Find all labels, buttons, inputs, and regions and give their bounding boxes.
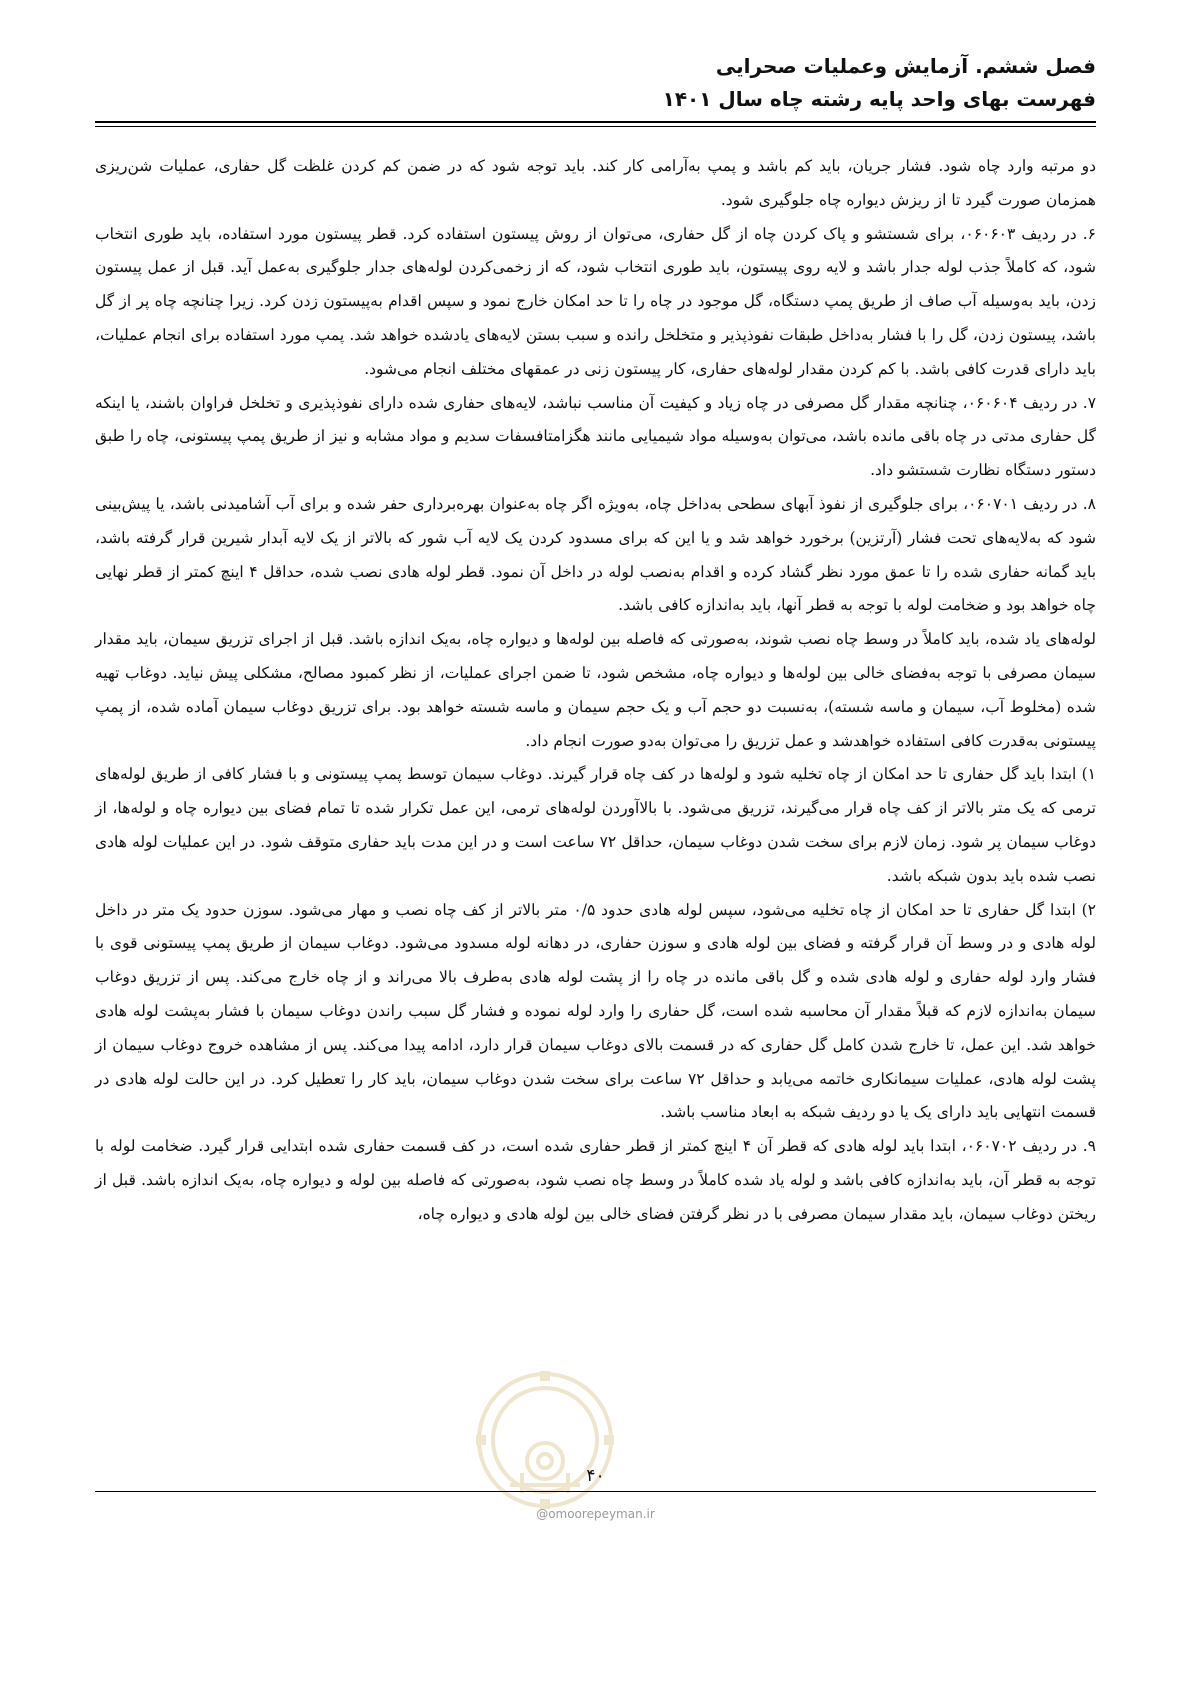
paragraph: ۱) ابتدا باید گل حفاری تا حد امکان از چاه تخلیه شود و لوله‌ها در کف چاه قرار گیرند. دوغاب سیمان توسط پمپ پیستونی و با فشار کافی از طریق لوله‌های ترمی که یک متر بالاتر از کف چاه قرار می‌گیرند، تزریق می‌شود. با بالاآوردن لوله‌های ترمی، این عمل تکرار شده تا تمام فضای بین دیواره چاه و لوله‌ها، از دوغاب سیمان پر شود. زمان لازم برای سخت شدن دوغاب سیمان، حداقل ۷۲ ساعت است و در این مدت باید حفاری متوقف شود. در این عملیات لوله هادی نصب شده باید بدون شبکه باشد.: [95, 765, 1096, 885]
paragraph: دو مرتبه وارد چاه شود. فشار جریان، باید کم باشد و پمپ به‌آرامی کار کند. باید توجه شود که در ضمن کم کردن غلظت گل حفاری، عملیات شن‌ریزی همزمان صورت گیرد تا از ریزش دیواره چاه جلوگیری شود.: [95, 157, 1096, 209]
page-number: ۴۰: [586, 1466, 605, 1486]
paragraph: ۹. در ردیف ۰۶۰۷۰۲، ابتدا باید لوله هادی که قطر آن ۴ اینچ کمتر از قطر حفاری شده است، در کف قسمت حفاری شده ابتدایی قرار گیرد. ضخامت لوله با توجه به قطر آن، باید به‌اندازه کافی باشد و لوله یاد شده کاملاً در وسط چاه نصب شود، به‌صورتی که فاصله بین لوله و دیواره چاه، به‌یک اندازه باشد. قبل از ریختن دوغاب سیمان، باید مقدار سیمان مصرفی با در نظر گرفتن فضای خالی بین لوله هادی و دیواره چاه،: [95, 1137, 1096, 1223]
paragraph: لوله‌های یاد شده، باید کاملاً در وسط چاه نصب شوند، به‌صورتی که فاصله بین لوله‌ها و دیواره چاه، به‌یک اندازه باشد. قبل از اجرای تزریق سیمان، باید مقدار سیمان مصرفی با توجه به‌فضای خالی بین لوله‌ها و دیواره چاه، مشخص شود، تا ضمن اجرای عملیات، از نظر کمبود مصالح، مشکلی پیش نیاید. دوغاب تهیه شده (مخلوط آب، سیمان و ماسه شسته)، به‌نسبت دو حجم آب و یک حجم سیمان و ماسه شسته خواهد بود. برای تزریق دوغاب سیمان آماده شده، از پمپ پیستونی به‌قدرت کافی استفاده خواهدشد و عمل تزریق را می‌توان به‌دو صورت انجام داد.: [95, 630, 1096, 750]
website-link[interactable]: @omoorepeyman.ir: [536, 1507, 655, 1521]
body-text: [95, 150, 1096, 1232]
paragraph: ۶. در ردیف ۰۶۰۶۰۳، برای شستشو و پاک کردن چاه از گل حفاری، می‌توان از روش پیستون استفاده کرد. قطر پیستون مورد استفاده، باید طوری انتخاب شود، که کاملاً جذب لوله جدار باشد و لایه روی پیستون، باید طوری انتخاب شود، که از زخمی‌کردن لوله‌های جدار جلوگیری به‌عمل آید. قبل از عمل پیستون زدن، باید به‌وسیله آب صاف از طریق پمپ دستگاه، گل موجود در چاه را تا حد امکان خارج نمود و سپس اقدام به‌پیستون زدن کرد. زیرا چنانچه چاه پر از گل باشد، پیستون زدن، گل را با فشار به‌داخل طبقات نفوذپذیر و متخلخل رانده و سبب بستن لایه‌های یادشده خواهد شد. پمپ مورد استفاده برای انجام عملیات، باید دارای قدرت کافی باشد. با کم کردن مقدار لوله‌های حفاری، کار پیستون زنی در عمقهای مختلف انجام می‌شود.: [95, 224, 1096, 378]
header-rule-thick: [95, 121, 1096, 123]
paragraph: ۲) ابتدا گل حفاری تا حد امکان از چاه تخلیه می‌شود، سپس لوله هادی حدود ۰/۵ متر بالاتر از کف چاه نصب و مهار می‌شود. سوزن حدود یک متر در داخل لوله هادی و در وسط آن قرار گرفته و فضای بین لوله هادی و سوزن حفاری، در دهانه لوله مسدود می‌شود. دوغاب سیمان از طریق پمپ پیستونی قوی با فشار وارد لوله حفاری و لوله هادی شده و گل باقی مانده در چاه را از پشت لوله هادی به‌طرف بالا می‌راند و از چاه خارج می‌کند. پس از تزریق دوغاب سیمان به‌اندازه لازم که قبلاً مقدار آن محاسبه شده است، گل حفاری را وارد لوله نموده و فشار گل سبب راندن دوغاب سیمان با فشار به‌پشت لوله هادی خواهد شد. این عمل، تا خارج شدن کامل گل حفاری که در قسمت بالای دوغاب سیمان قرار دارد، ادامه پیدا می‌کند. پس از مشاهده خروج دوغاب سیمان از پشت لوله هادی، عملیات سیمانکاری خاتمه می‌یابد و حداقل ۷۲ ساعت برای سخت شدن دوغاب سیمان، باید کار را تعطیل کرد. در این حالت لوله هادی در قسمت انتهایی باید دارای یک یا دو ردیف شبکه به ابعاد مناسب باشد.: [95, 900, 1096, 1122]
page-header: [95, 50, 1096, 116]
book-title: فهرست بهای واحد پایه رشته چاه سال ۱۴۰۱: [662, 87, 1096, 111]
footer-rule: [95, 1491, 1096, 1492]
paragraph: ۸. در ردیف ۰۶۰۷۰۱، برای جلوگیری از نفوذ آبهای سطحی به‌داخل چاه، به‌ویژه اگر چاه به‌عنوان بهره‌برداری حفر شده و برای آب آشامیدنی باشد، یا پیش‌بینی شود که به‌لایه‌های تحت فشار (آرتزین) برخورد خواهد شد و یا این که برای مسدود کردن یک لایه آب شور که بالاتر از یک لایه آبدار شیرین قرار گرفته باشد، باید گمانه حفاری شده را تا عمق مورد نظر گشاد کرده و اقدام به‌نصب لوله در داخل آن نمود. قطر لوله هادی نصب شده، حداقل ۴ اینچ کمتر از قطر نهایی چاه خواهد بود و ضخامت لوله با توجه به قطر آنها، باید به‌اندازه کافی باشد.: [95, 494, 1097, 615]
paragraph: ۷. در ردیف ۰۶۰۶۰۴، چنانچه مقدار گل مصرفی در چاه زیاد و کیفیت آن مناسب نباشد، لایه‌های حفاری شده دارای نفوذپذیری و تخلخل فراوان باشند، یا اینکه گل حفاری مدتی در چاه باقی مانده باشد، می‌توان به‌وسیله مواد شیمیایی مانند هگزامتافسفات سدیم و مواد مشابه و نیز از طریق پمپ پیستونی، چاه را طبق دستور دستگاه نظارت شستشو داد.: [95, 393, 1097, 480]
chapter-title: فصل ششم. آزمایش وعملیات صحرایی: [715, 54, 1096, 78]
header-rule-thin: [95, 126, 1096, 127]
gear-logo-icon: [470, 1365, 620, 1515]
